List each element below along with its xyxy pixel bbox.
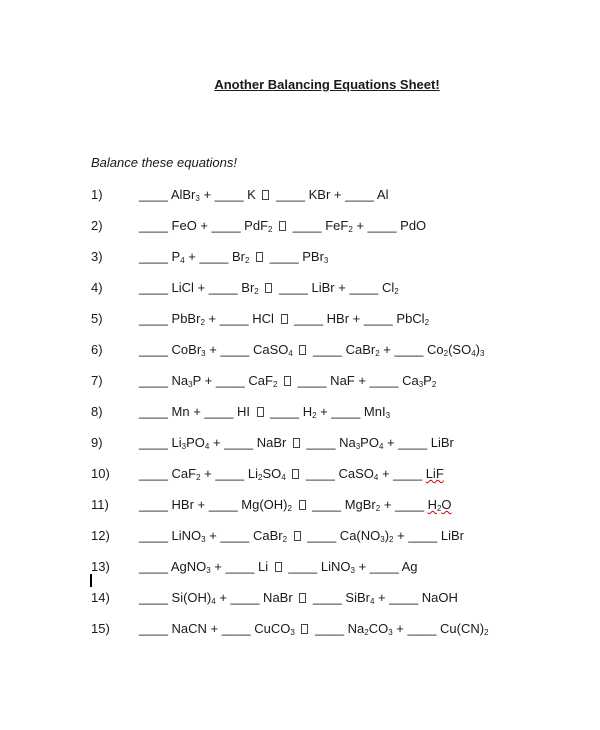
equation-number: 10): [91, 466, 110, 481]
equation-number: 15): [91, 621, 110, 636]
equation-expression: ____ AgNO$_3$ + ____ Li ____ LiNO$_3$ + ____ Ag: [139, 559, 418, 575]
equation-expression: ____ CoBr$_3$ + ____ CaSO$_4$ ____ CaBr$_2$ + ____ $Co_2(SO_4)_3$: [139, 342, 485, 358]
equation-expression: ____ LiCl + ____ $Br_2$ ____ LiBr + ____ $Cl_2$: [139, 280, 399, 296]
arrow-icon: [262, 190, 269, 200]
arrow-icon: [299, 500, 306, 510]
arrow-icon: [281, 314, 288, 324]
equation-expression: ____ $Na_3P$ + ____ CaF$_2$ ____ NaF + ____ $Ca_3P_2$: [139, 373, 437, 389]
equation-expression: ____ PbBr$_2$ + ____ HCl ____ HBr + ____ PbCl$_2$: [139, 311, 430, 327]
arrow-icon: [301, 624, 308, 634]
equation-expression: ____ CaF$_2$ + ____ $Li_2SO_4$ ____ CaSO$_4$ + ____ LiF: [139, 466, 444, 482]
arrow-icon: [284, 376, 291, 386]
arrow-icon: [275, 562, 282, 572]
equation-number: 4): [91, 280, 103, 295]
equation-number: 6): [91, 342, 103, 357]
arrow-icon: [257, 407, 264, 417]
equation-expression: ____ Mn + ____ HI ____ $H_2$ + ____ MnI$_3$: [139, 404, 391, 420]
equation-number: 8): [91, 404, 103, 419]
equation-expression: ____ LiNO$_3$ + ____ CaBr$_2$ ____ $Ca(NO_3)_2$ + ____ LiBr: [139, 528, 464, 544]
equation-expression: ____ $P_4$ + ____ $Br_2$ ____ PBr$_3$: [139, 249, 329, 265]
text-cursor: [90, 574, 92, 587]
equation-expression: ____ NaCN + ____ CuCO$_3$ ____ $Na_2CO_3$ + ____ $Cu(CN)_2$: [139, 621, 489, 637]
arrow-icon: [279, 221, 286, 231]
equation-expression: ____ HBr + ____ $Mg(OH)_2$ ____ MgBr$_2$ + ____ $H_2O$: [139, 497, 452, 513]
equation-number: 11): [91, 497, 109, 512]
equation-number: 12): [91, 528, 110, 543]
arrow-icon: [265, 283, 272, 293]
worksheet-title: Another Balancing Equations Sheet!: [214, 77, 440, 92]
arrow-icon: [299, 345, 306, 355]
instructions: Balance these equations!: [91, 155, 237, 170]
equation-number: 1): [91, 187, 103, 202]
arrow-icon: [292, 469, 299, 479]
equation-expression: ____ $Si(OH)_4$ + ____ NaBr ____ SiBr$_4$ + ____ NaOH: [139, 590, 458, 606]
equation-expression: ____ FeO + ____ PdF$_2$ ____ FeF$_2$ + ____ PdO: [139, 218, 427, 234]
arrow-icon: [299, 593, 306, 603]
arrow-icon: [294, 531, 301, 541]
equation-expression: ____ AlBr$_3$ + ____ K ____ KBr + ____ Al: [139, 187, 389, 203]
equation-number: 3): [91, 249, 103, 264]
equation-number: 2): [91, 218, 103, 233]
arrow-icon: [256, 252, 263, 262]
equation-number: 13): [91, 559, 110, 574]
arrow-icon: [293, 438, 300, 448]
equation-number: 9): [91, 435, 103, 450]
equation-number: 5): [91, 311, 103, 326]
equation-number: 7): [91, 373, 103, 388]
equation-expression: ____ $Li_3PO_4$ + ____ NaBr ____ $Na_3PO_4$ + ____ LiBr: [139, 435, 454, 451]
equation-number: 14): [91, 590, 110, 605]
